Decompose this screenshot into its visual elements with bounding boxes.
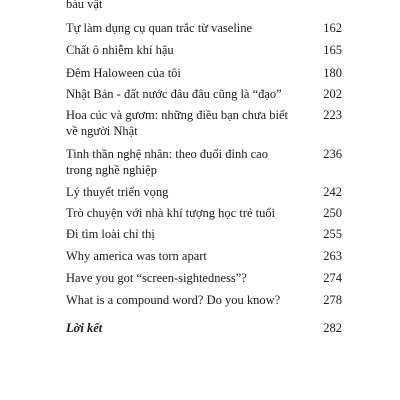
- toc-entry: [66, 65, 342, 81]
- toc-entry-page: 263: [323, 249, 342, 263]
- toc-entry-page: 250: [323, 206, 342, 220]
- toc-entry-title: Chất ô nhiễm khí hậu: [66, 43, 174, 57]
- toc-entry: [66, 86, 342, 102]
- toc-entry-page: 162: [323, 21, 342, 35]
- toc-entry: [66, 42, 342, 58]
- toc-entry-epilogue: [66, 320, 342, 336]
- toc-entry: [66, 184, 342, 200]
- toc-entry: [66, 20, 342, 36]
- toc-entry: [66, 226, 342, 242]
- toc-entry-page: 255: [323, 227, 342, 241]
- toc-entry-title: Trò chuyện với nhà khí tượng học trẻ tuổi: [66, 206, 276, 220]
- toc-entry: [66, 205, 342, 221]
- toc-entry-title: Why america was torn apart: [66, 249, 207, 263]
- toc-entry: [66, 107, 342, 139]
- toc-entry-title: Lời kết: [66, 321, 103, 335]
- toc-entry: [66, 292, 342, 308]
- toc-entry-page: 180: [323, 66, 342, 80]
- toc-entry-title: Nhật Bản - đất nước đâu đâu cũng là “đạo”: [66, 87, 282, 101]
- toc-entry-title: Tinh thần nghệ nhân: theo đuổi đỉnh cao trong nghề nghiệp: [66, 147, 268, 177]
- toc-entry-title: Tự làm dụng cụ quan trắc từ vaseline: [66, 21, 253, 35]
- toc-entry-title: Đi tìm loài chỉ thị: [66, 227, 155, 241]
- toc-entry-page: 236: [323, 147, 342, 161]
- toc-entry-title: Hoa cúc và gươm: những điều bạn chưa biết về người Nhật: [66, 108, 289, 138]
- toc-entry-page: 278: [323, 293, 342, 307]
- toc-entry: [66, 248, 342, 264]
- toc-entry-page: 202: [323, 87, 342, 101]
- toc-entry-title: Lý thuyết triển vọng: [66, 185, 169, 199]
- toc-entry-page: 223: [323, 108, 342, 122]
- toc-entry-title: What is a compound word? Do you know?: [66, 293, 281, 307]
- toc-entry: [66, 146, 342, 178]
- toc-entry-page: 282: [323, 321, 342, 335]
- toc-entry-page: 274: [323, 271, 342, 285]
- toc-entry-title: báu vật: [66, 0, 103, 11]
- toc-entry-title: Have you got “screen-sightedness”?: [66, 271, 247, 285]
- toc-entry: [66, 0, 342, 12]
- toc-entry-page: 242: [323, 185, 342, 199]
- toc-entry-title: Đêm Haloween của tôi: [66, 66, 181, 80]
- toc-entry: [66, 270, 342, 286]
- toc-entry-page: 165: [323, 43, 342, 57]
